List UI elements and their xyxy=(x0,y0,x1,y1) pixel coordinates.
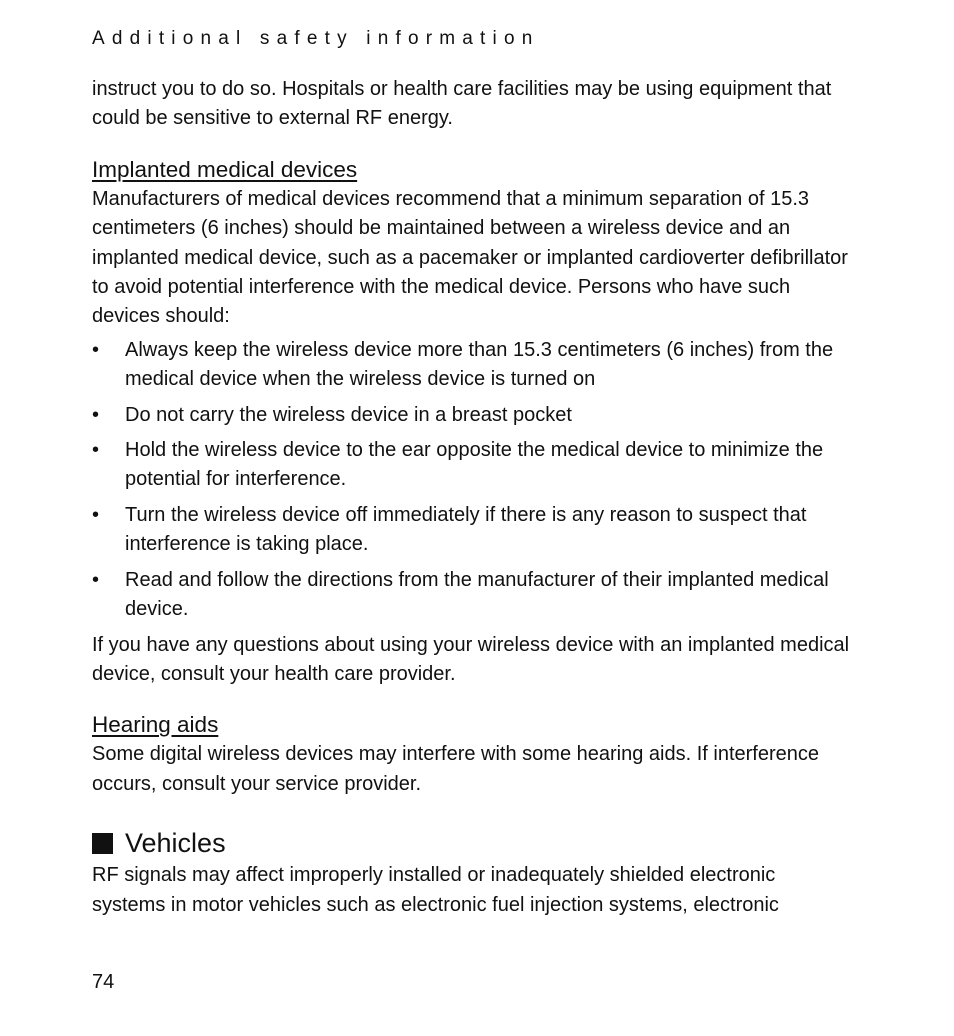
bullet-text: Turn the wireless device off immediately if there is any reason to suspect that interference is taking place. xyxy=(125,503,807,556)
page-number: 74 xyxy=(92,971,115,993)
implanted-section xyxy=(92,155,852,690)
vehicles-section xyxy=(92,826,852,920)
implanted-heading: Implanted medical devices xyxy=(92,156,358,182)
list-item xyxy=(92,501,852,560)
implanted-body: Manufacturers of medical devices recommend that a minimum separation of 15.3 centimeters (6 inches) should be maintained between a wireless device and an implanted medical device, such as a pacemaker or implanted cardioverter defibrillator to avoid potential interference with the medical device. Persons who have such devices should: xyxy=(92,187,848,328)
list-item xyxy=(92,401,852,430)
list-item xyxy=(92,436,852,495)
vehicles-heading: Vehicles xyxy=(125,828,226,859)
running-header: Additional safety information xyxy=(92,28,540,49)
bullet-icon: • xyxy=(92,403,100,426)
bullet-icon: • xyxy=(92,568,100,591)
bullet-icon: • xyxy=(92,503,100,526)
implanted-closing: If you have any questions about using your wireless device with an implanted medical device, consult your health care provider. xyxy=(92,633,850,685)
bullet-text: Do not carry the wireless device in a breast pocket xyxy=(125,403,572,426)
vehicles-body: RF signals may affect improperly installed or inadequately shielded electronic systems in motor vehicles such as electronic fuel injection systems, electronic xyxy=(92,864,779,916)
bullet-icon: • xyxy=(92,338,100,361)
hearing-section xyxy=(92,710,852,799)
bullet-text: Read and follow the directions from the manufacturer of their implanted medical device. xyxy=(125,568,829,621)
vehicles-heading-row xyxy=(92,826,852,860)
list-item xyxy=(92,566,852,625)
page-content xyxy=(92,75,852,920)
bullet-icon: • xyxy=(92,439,100,462)
list-item xyxy=(92,336,852,395)
black-square-icon xyxy=(92,833,113,854)
intro-paragraph: instruct you to do so. Hospitals or health care facilities may be using equipment that could be sensitive to external RF energy. xyxy=(92,78,832,130)
bullet-text: Hold the wireless device to the ear opposite the medical device to minimize the potential for interference. xyxy=(125,439,824,491)
implanted-bullet-list xyxy=(92,336,852,625)
hearing-body: Some digital wireless devices may interfere with some hearing aids. If interference occurs, consult your service provider. xyxy=(92,743,819,795)
bullet-text: Always keep the wireless device more than 15.3 centimeters (6 inches) from the medical device when the wireless device is turned on xyxy=(125,338,834,391)
hearing-heading: Hearing aids xyxy=(92,712,219,738)
